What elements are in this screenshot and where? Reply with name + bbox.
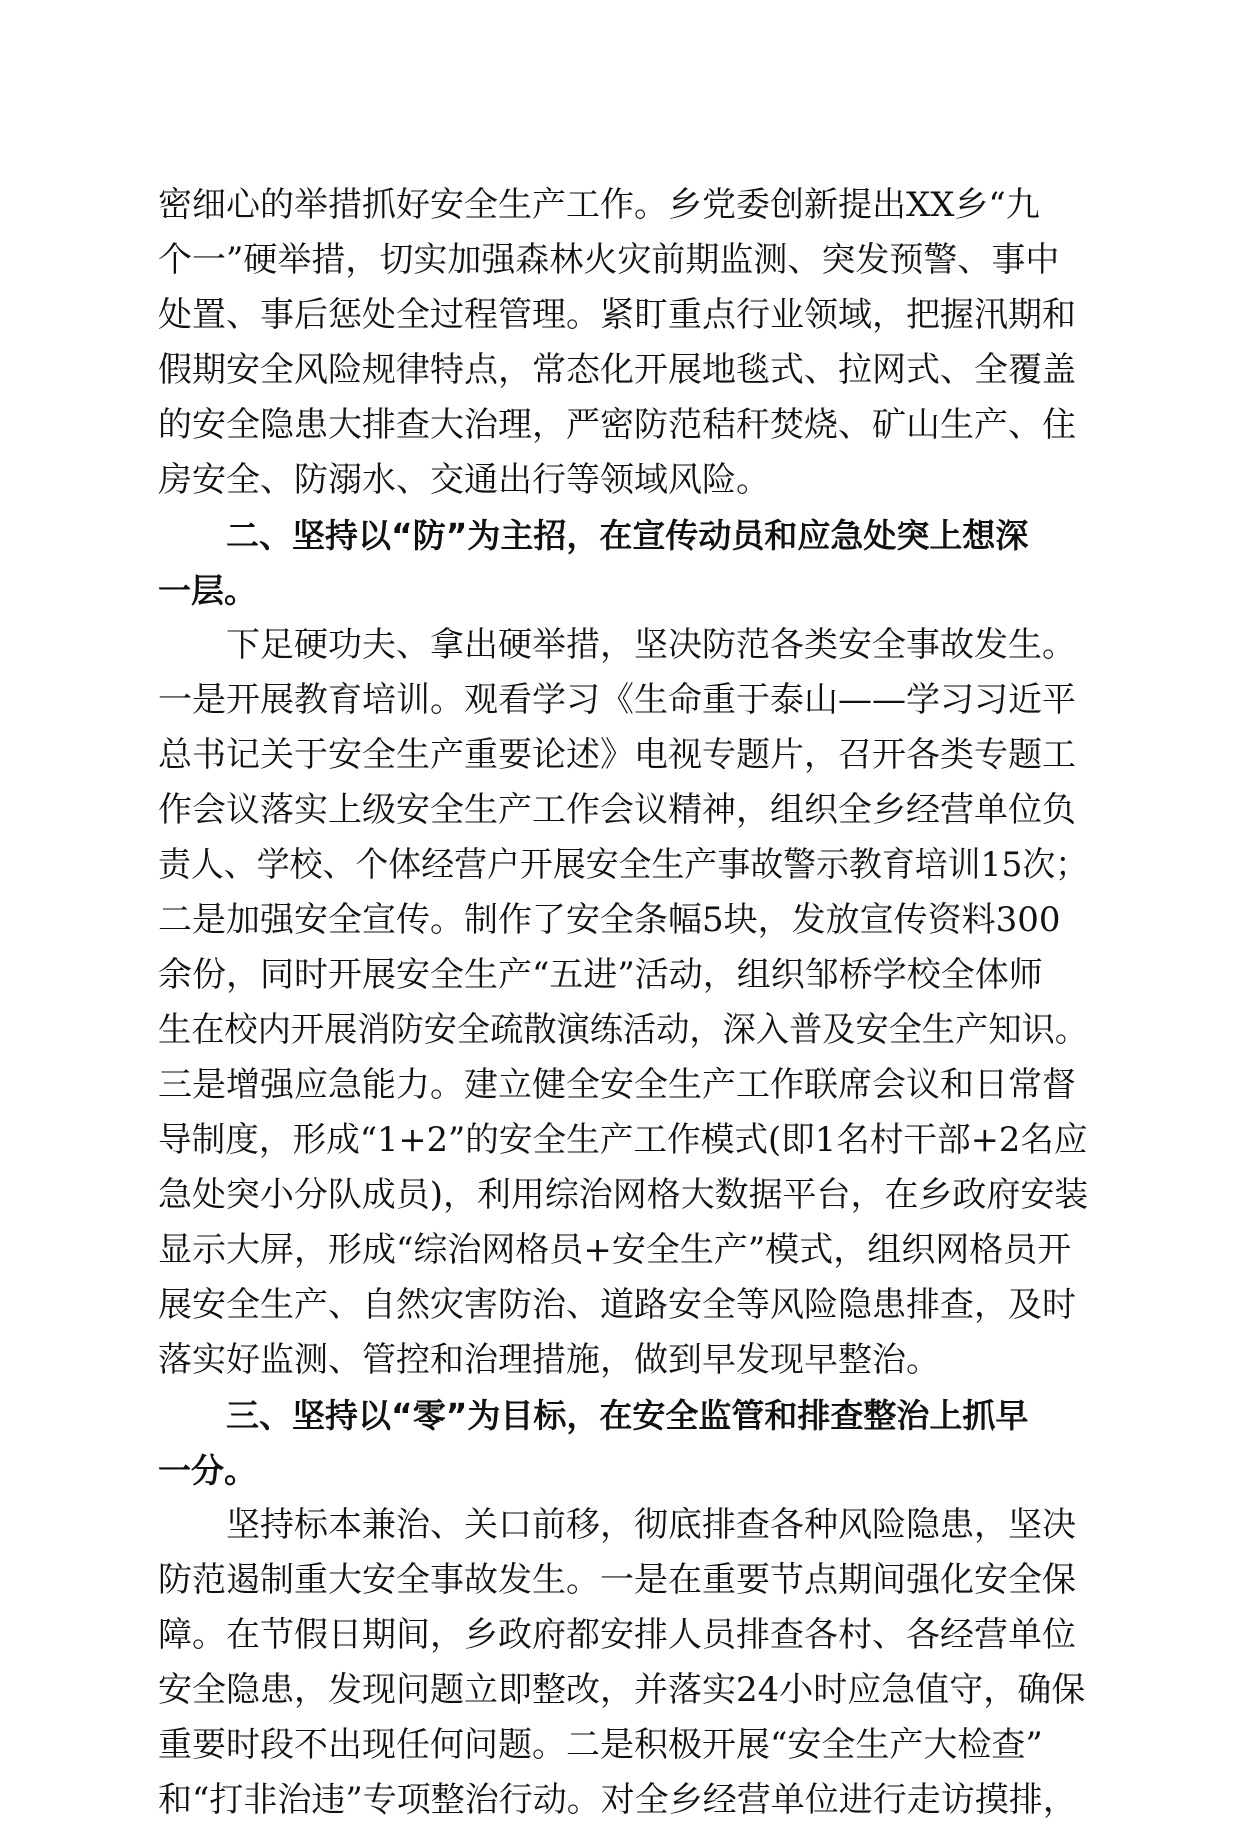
heading-line: 一层。: [158, 571, 257, 610]
text-line: 导制度，形成“1+2”的安全生产工作模式(即1名村干部+2名应: [158, 1120, 1088, 1160]
text-line: 急处突小分队成员)，利用综治网格大数据平台，在乡政府安装: [158, 1175, 1089, 1215]
text-line: 坚持标本兼治、关口前移，彻底排查各种风险隐患，坚决: [226, 1505, 1076, 1545]
text-line: 重要时段不出现任何问题。二是积极开展“安全生产大检查”: [158, 1725, 1043, 1765]
text-line: 展安全生产、自然灾害防治、道路安全等风险隐患排查，及时: [158, 1285, 1076, 1325]
heading-line: 三、坚持以“零”为目标，在安全监管和排查整治上抓早: [226, 1396, 1029, 1435]
text-line: 房安全、防溺水、交通出行等领域风险。: [158, 460, 770, 500]
text-line: 安全隐患，发现问题立即整改，并落实24小时应急值守，确保: [158, 1670, 1086, 1710]
heading-line: 一分。: [158, 1451, 257, 1490]
text-line: 防范遏制重大安全事故发生。一是在重要节点期间强化安全保: [158, 1560, 1076, 1600]
text-line: 和“打非治违”专项整治行动。对全乡经营单位进行走访摸排，: [158, 1780, 1077, 1820]
section-heading: [158, 508, 1088, 618]
text-line: 个一”硬举措，切实加强森林火灾前期监测、突发预警、事中: [158, 240, 1060, 280]
text-line: 二是加强安全宣传。制作了安全条幅5块，发放宣传资料300: [158, 900, 1061, 940]
text-line: 三是增强应急能力。建立健全安全生产工作联席会议和日常督: [158, 1065, 1076, 1105]
section-heading: [158, 1388, 1088, 1498]
text-line: 落实好监测、管控和治理措施，做到早发现早整治。: [158, 1340, 940, 1380]
text-line: 的安全隐患大排查大治理，严密防范秸秆焚烧、矿山生产、住: [158, 405, 1076, 445]
text-line: 责人、学校、个体经营户开展安全生产事故警示教育培训15次；: [158, 845, 1089, 885]
text-line: 作会议落实上级安全生产工作会议精神，组织全乡经营单位负: [158, 790, 1076, 830]
text-line: 处置、事后惩处全过程管理。紧盯重点行业领域，把握汛期和: [158, 295, 1076, 335]
text-line: 一是开展教育培训。观看学习《生命重于泰山——学习习近平: [158, 680, 1076, 720]
text-line: 显示大屏，形成“综治网格员+安全生产”模式，组织网格员开: [158, 1230, 1072, 1270]
heading-line: 二、坚持以“防”为主招，在宣传动员和应急处突上想深: [226, 516, 1029, 555]
text-line: 下足硬功夫、拿出硬举措，坚决防范各类安全事故发生。: [226, 625, 1076, 665]
text-line: 余份，同时开展安全生产“五进”活动，组织邹桥学校全体师: [158, 955, 1043, 995]
text-line: 障。在节假日期间，乡政府都安排人员排查各村、各经营单位: [158, 1615, 1076, 1655]
text-line: 总书记关于安全生产重要论述》电视专题片，召开各类专题工: [158, 735, 1076, 775]
paragraph: [158, 1498, 1088, 1828]
text-line: 生在校内开展消防安全疏散演练活动，深入普及安全生产知识。: [158, 1010, 1089, 1050]
paragraph: [158, 178, 1088, 508]
text-line: 假期安全风险规律特点，常态化开展地毯式、拉网式、全覆盖: [158, 350, 1076, 390]
document-body: [158, 178, 1088, 1828]
text-line: 密细心的举措抓好安全生产工作。乡党委创新提出XX乡“九: [158, 185, 1040, 225]
paragraph: [158, 618, 1088, 1388]
